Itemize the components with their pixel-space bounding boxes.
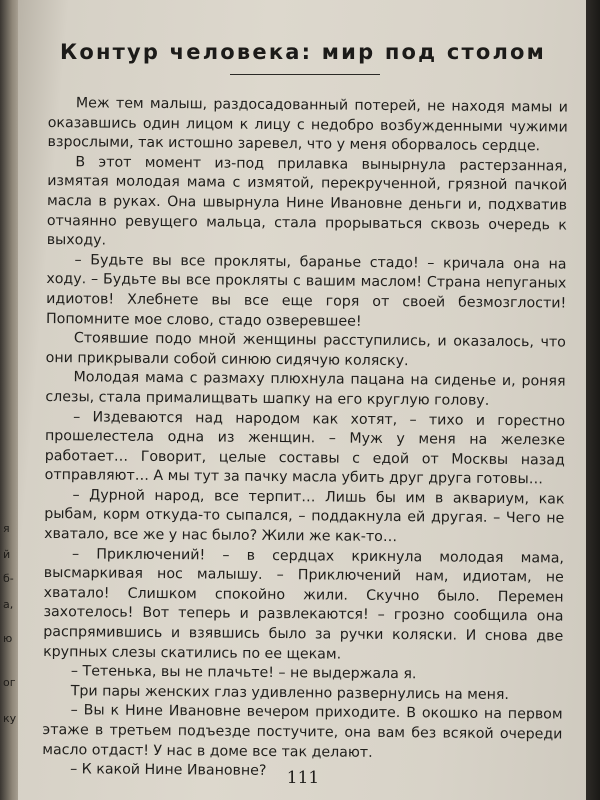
book-page [18, 0, 588, 800]
paragraph: – Будьте вы все прокляты, баранье стадо! – кричала она на ходу. – Будьте вы все прокляты с вашим маслом! Страна непуганых идиотов! Хлебнете вы все еще горя от своей безмозглости! Попомните мое слово, стадо озверевшее! [45, 251, 567, 330]
title-underline [230, 74, 380, 75]
chapter-title: Контур человека: мир под столом [59, 40, 547, 64]
edge-text-fragment: ку [3, 712, 17, 725]
paragraph: – Дурной народ, все терпит… Лишь бы им в аквариум, как рыбам, корм откуда-то сыпался, – поддакнула ей другая. – Чего не хватало, все же у нас было? Жили же как-то… [44, 487, 565, 546]
paragraph: – Приключений! – в сердцах крикнула молодая мама, высмаркивая нос малышу. – Приключений нам, идиотам, не хватало! Слишком спокойно жили. Скучно было. Перемен захотелось! Вот теперь и развлекаются! – грозно сообщила она распрямившись и взявшись было за ручки коляски. И снова две крупных слезы скатились по ее щекам. [43, 545, 565, 663]
edge-text-fragment: б- [3, 572, 14, 585]
paragraph: Три пары женских глаз удивленно развернулись на меня. [70, 683, 510, 703]
edge-text-fragment: я [3, 522, 10, 535]
paragraph: Меж тем малыш, раздосадованный потерей, не находя мамы и оказавшись один лицом к лицу с недобро возбужденными чужими взрослыми, так истошно заревел, что у меня оборвалось сердце. [47, 95, 568, 155]
edge-text-fragment: й [3, 548, 11, 561]
paragraph: – Издеваются над народом как хотят, – тихо и горестно прошелестела одна из женщин. – Муж у меня на железке работает… Говорит, целые составы с едой от Москвы назад отправляют… А мы тут за пачку масла убить друг друга готовы… [44, 408, 566, 488]
paragraph: – К какой Нине Ивановне? [70, 761, 267, 780]
paragraph: Молодая мама с размаху плюхнула пацана на сиденье и, роняя слезы, стала прималищвать шапку на его круглую голову. [45, 369, 566, 409]
paragraph: В этот момент из-под прилавка вынырнула растерзанная, измятая молодая мама с измятой, перекрученной, грязной пачкой масла в руках. Она швырнула Нине Ивановне деньги и, подхватив отчаянно ревущего мальца, стала прорываться сквозь очередь к выходу. [46, 154, 568, 249]
page-body [42, 94, 568, 784]
paragraph: – Тетенька, вы не плачьте! – не выдержала я. [70, 663, 417, 683]
edge-text-fragment: а, [3, 598, 14, 611]
edge-text-fragment: ог [3, 676, 16, 689]
background-edge [586, 0, 600, 800]
page-number: 111 [286, 768, 320, 788]
edge-text-fragment: ю [3, 632, 13, 645]
paragraph: – Вы к Нине Ивановне вечером приходите. В окошко на первом этаже в третьем подъезде постучите, она вам без всякой очереди масло отдаст! У нас в доме все так делают. [42, 702, 563, 761]
paragraph: Стоявшие подо мной женщины расступились, и оказалось, что они прикрывали собой синюю сидячую коляску. [45, 330, 566, 369]
